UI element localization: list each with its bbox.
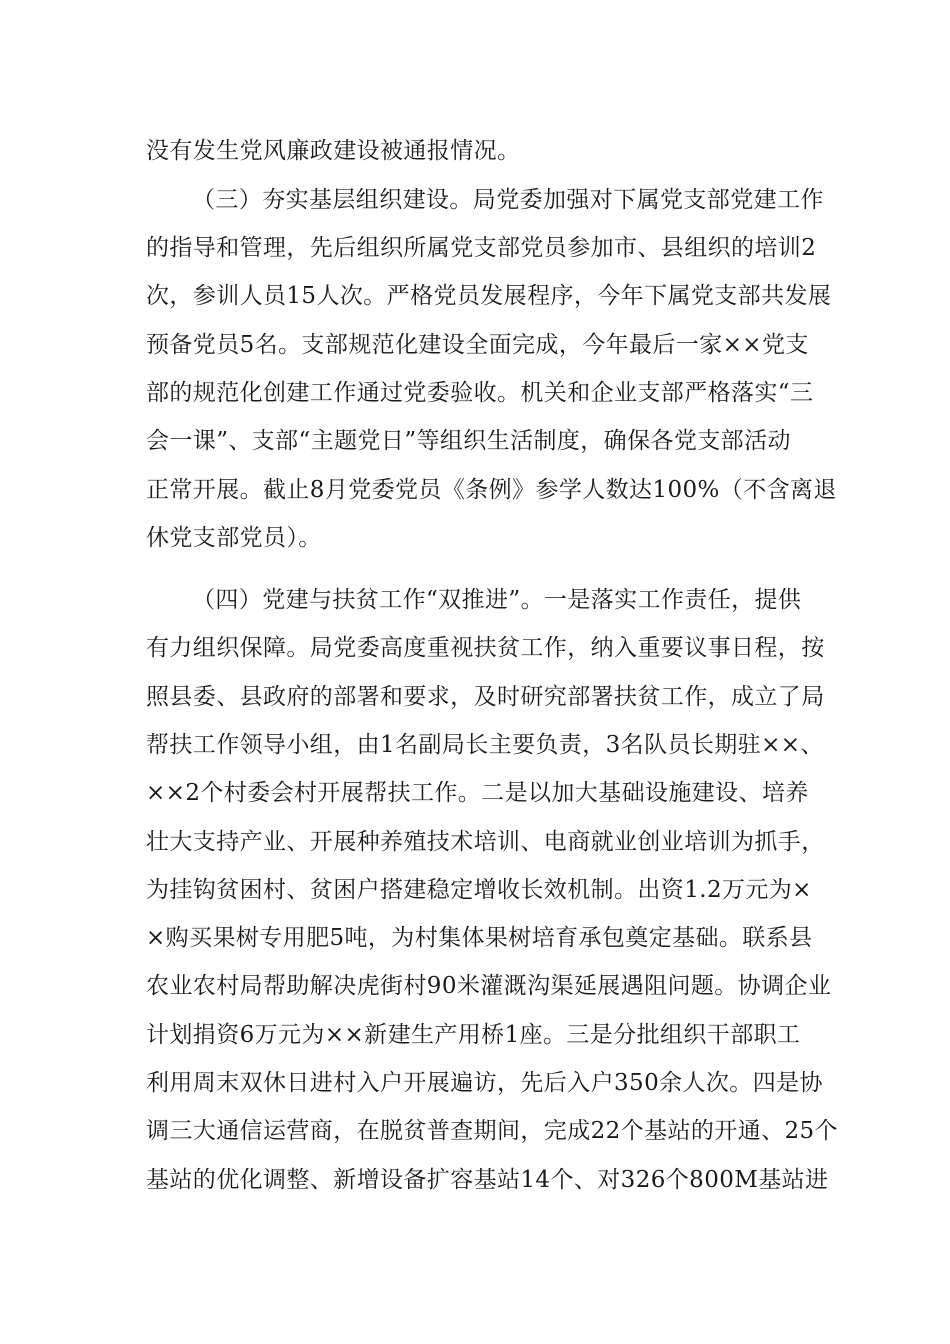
- text-line: 有力组织保障。局党委高度重视扶贫工作，纳入重要议事日程，按: [146, 635, 825, 661]
- text-line: 计划捐资6万元为××新建生产用桥1座。三是分批组织干部职工: [146, 1022, 801, 1048]
- text-line: 的指导和管理，先后组织所属党支部党员参加市、县组织的培训2: [146, 235, 817, 261]
- paragraph-4-heading-line: （四）党建与扶贫工作“双推进”。一是落实工作责任，提供: [192, 587, 802, 613]
- text-line: 次，参训人员15人次。严格党员发展程序，今年下属党支部共发展: [146, 283, 832, 309]
- text-line: 休党支部党员）。: [146, 525, 322, 551]
- text-line: 没有发生党风廉政建设被通报情况。: [146, 138, 521, 164]
- text-line: 会一课”、支部“主题党日”等组织生活制度，确保各党支部活动: [146, 428, 791, 454]
- text-line: ×购买果树专用肥5吨，为村集体果树培育承包奠定基础。联系县: [146, 925, 813, 951]
- text-line: ××2个村委会村开展帮扶工作。二是以加大基础设施建设、培养: [146, 780, 809, 806]
- text-line: 利用周末双休日进村入户开展遍访，先后入户350余人次。四是协: [146, 1070, 823, 1096]
- text-line: 预备党员5名。支部规范化建设全面完成，今年最后一家××党支: [146, 332, 809, 358]
- text-line: 农业农村局帮助解决虎街村90米灌溉沟渠延展遇阻问题。协调企业: [146, 973, 832, 999]
- text-line: 壮大支持产业、开展种养殖技术培训、电商就业创业培训为抓手，: [146, 829, 825, 855]
- text-line: 帮扶工作领导小组，由1名副局长主要负责，3名队员长期驻××、: [146, 732, 824, 758]
- text-line: 正常开展。截止8月党委党员《条例》参学人数达100%（不含离退: [146, 477, 837, 503]
- text-line: 基站的优化调整、新增设备扩容基站14个、对326个800M基站进: [146, 1167, 829, 1193]
- text-line: 调三大通信运营商，在脱贫普查期间，完成22个基站的开通、25个: [146, 1118, 838, 1144]
- text-line: 照县委、县政府的部署和要求，及时研究部署扶贫工作，成立了局: [146, 684, 825, 710]
- text-line: 为挂钩贫困村、贫困户搭建稳定增收长效机制。出资1.2万元为×: [146, 877, 812, 903]
- paragraph-3-heading-line: （三）夯实基层组织建设。局党委加强对下属党支部党建工作: [192, 187, 824, 213]
- text-line: 部的规范化创建工作通过党委验收。机关和企业支部严格落实“三: [146, 380, 814, 406]
